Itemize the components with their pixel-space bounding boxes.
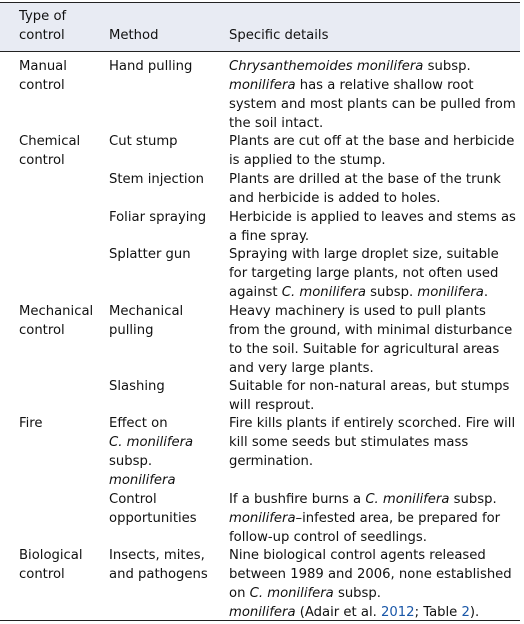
type-chemical-control: Chemical control: [19, 134, 81, 168]
method-hand-pulling: Hand pulling: [109, 59, 193, 74]
method-slashing: Slashing: [109, 379, 165, 394]
species-name: monilifera: [417, 285, 484, 300]
species-name: C. monilifera: [281, 285, 366, 300]
details-mechanical-pulling: Heavy machinery is used to pull plants from the ground, with minimal disturbance to the soil. Suitable for agricultural areas and very large plants.: [229, 304, 513, 376]
method-foliar-spraying: Foliar spraying: [109, 210, 207, 225]
method-cut-stump: Cut stump: [109, 134, 178, 149]
details-text: ; Table: [414, 605, 462, 620]
method-mechanical-pulling: Mechanical pulling: [109, 304, 184, 338]
species-name: monilifera: [109, 473, 176, 488]
method-splatter-gun: Splatter gun: [109, 247, 191, 262]
details-splatter-gun: [229, 245, 519, 302]
details-text: –infested area, be prepared for follow-up control of seedlings.: [229, 511, 501, 545]
citation-year-link[interactable]: 2012: [381, 605, 415, 620]
details-text: Spraying with large droplet size, suitable for targeting large plants, not often used against: [229, 247, 499, 300]
species-name: C. monilifera: [109, 435, 194, 450]
details-control-opportunities: [229, 490, 519, 547]
details-fire-effect: Fire kills plants if entirely scorched. Fire will kill some seeds but stimulates mass germination.: [229, 416, 516, 469]
bottom-rule: [0, 620, 520, 621]
details-text: subsp.: [333, 586, 381, 601]
details-foliar-spraying: Herbicide is applied to leaves and stems as a fine spray.: [229, 210, 516, 244]
species-name: Chrysanthemoides monilifera: [229, 59, 424, 74]
details-text: Nine biological control agents released between 1989 and 2006, none established on: [229, 548, 512, 601]
species-name: C. monilifera: [365, 492, 450, 507]
table-reference-link[interactable]: 2: [461, 605, 470, 620]
details-text: subsp.: [449, 492, 497, 507]
details-slashing: Suitable for non-natural areas, but stumps will resprout.: [229, 379, 510, 413]
method-text: Effect on: [109, 416, 168, 431]
details-text: If a bushfire burns a: [229, 492, 366, 507]
details-cut-stump: Plants are cut off at the base and herbicide is applied to the stump.: [229, 134, 515, 168]
species-name: monilifera: [229, 511, 296, 526]
details-text: subsp.: [365, 285, 418, 300]
method-text: subsp.: [109, 454, 153, 469]
species-name: monilifera: [229, 78, 296, 93]
details-text: ).: [469, 605, 480, 620]
details-text: subsp.: [423, 59, 471, 74]
species-name: monilifera: [229, 605, 296, 620]
details-text: (Adair et al.: [295, 605, 381, 620]
header-method: Method: [109, 28, 159, 43]
type-fire: Fire: [19, 416, 43, 431]
method-stem-injection: Stem injection: [109, 172, 205, 187]
type-mechanical-control: Mechanical control: [19, 304, 94, 338]
header-type-of-control: Type of control: [19, 9, 67, 43]
method-effect-on-species: [109, 414, 227, 490]
details-hand-pulling: [229, 57, 519, 133]
method-insects-mites-pathogens: Insects, mites, and pathogens: [109, 548, 208, 582]
type-biological-control: Biological control: [19, 548, 83, 582]
header-specific-details: Specific details: [229, 28, 329, 43]
details-text: .: [483, 285, 489, 300]
method-control-opportunities: Control opportunities: [109, 492, 197, 526]
details-stem-injection: Plants are drilled at the base of the trunk and herbicide is added to holes.: [229, 172, 501, 206]
details-text: has a relative shallow root system and most plants can be pulled from the soil intact.: [229, 78, 516, 131]
type-manual-control: Manual control: [19, 59, 67, 93]
species-name: C. monilifera: [249, 586, 334, 601]
details-biological-control: [229, 546, 519, 622]
header-rule: [0, 51, 520, 52]
